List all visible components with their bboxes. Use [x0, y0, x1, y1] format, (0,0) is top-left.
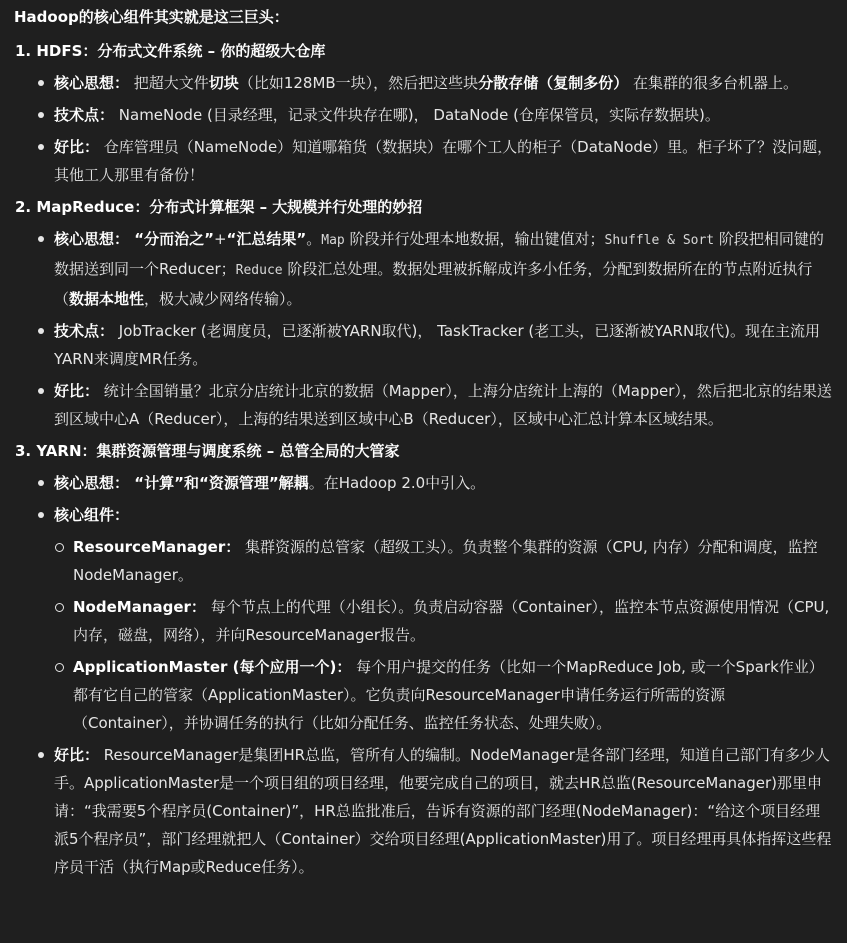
- list-item: [37, 741, 833, 881]
- emphasis: “汇总结果”: [226, 230, 307, 248]
- list-item: [37, 377, 833, 433]
- section-title-hdfs: [14, 37, 833, 65]
- item-label: NodeManager：: [73, 598, 206, 616]
- emphasis: “计算”和“资源管理”解耦: [129, 474, 309, 492]
- item-text: 把超大文件: [129, 74, 209, 92]
- section-list-yarn: [14, 469, 833, 881]
- item-text: （比如128MB一块），然后把这些块: [238, 74, 479, 92]
- item-label: 好比：: [54, 138, 100, 156]
- intro-heading: Hadoop的核心组件其实就是这三巨头：: [14, 8, 289, 26]
- emphasis: “分而治之”: [129, 230, 214, 248]
- section-list-mapreduce: [14, 225, 833, 433]
- section-number: 1. HDFS: [15, 42, 83, 60]
- emphasis: 数据本地性: [69, 290, 145, 308]
- inline-code: Shuffle & Sort: [604, 233, 715, 248]
- item-label: 好比：: [54, 382, 100, 400]
- list-item: [37, 469, 833, 497]
- list-item: [37, 317, 833, 373]
- section-title-mapreduce: [14, 193, 833, 221]
- section-number: 3. YARN: [15, 442, 82, 460]
- item-text: ResourceManager是集团HR总监，管所有人的编制。NodeManager是各部门经理，知道自己部门有多少人手。ApplicationMaster是一个项目组的项目经理，他要完成自己的项目，就去HR总监(ResourceManager)那里申请：“我需要5个程序员(Container)”，HR总监批准后，告诉有资源的部门经理(NodeManager)：“给这个项目经理派5个程序员”，部门经理就把人（Container）交给项目经理(ApplicationMaster)用了。项目经理再具体指挥这些程序员干活（执行Map或Reduce任务）。: [54, 746, 832, 876]
- item-text: NameNode (目录经理，记录文件块存在哪)， DataNode (仓库保管员，实际存数据块)。: [114, 106, 720, 124]
- item-text: 每个用户提交的任务（比如一个MapReduce Job, 或一个Spark作业）都有它自己的管家（ApplicationMaster）。它负责向ResourceManager申请任务运行所需的资源（Container），并协调任务的执行（比如分配任务、监控任务状态、处理失败）。: [73, 658, 824, 732]
- item-label: 好比：: [54, 746, 100, 764]
- section-title-text: ：分布式文件系统 – 你的超级大仓库: [82, 42, 326, 60]
- item-text: 在集群的很多台机器上。: [628, 74, 798, 92]
- sub-list-item: [56, 593, 833, 649]
- item-label: ResourceManager：: [73, 538, 241, 556]
- list-item: [37, 69, 833, 97]
- item-text: 。在Hadoop 2.0中引入。: [308, 474, 486, 492]
- section-title-text: ：集群资源管理与调度系统 – 总管全局的大管家: [81, 442, 400, 460]
- item-text: 。: [306, 230, 322, 248]
- section-number: 2. MapReduce: [15, 198, 135, 216]
- item-label: 核心思想：: [54, 74, 130, 92]
- item-text: JobTracker (老调度员，已逐渐被YARN取代)， TaskTracker (老工头，已逐渐被YARN取代)。现在主流用YARN来调度MR任务。: [54, 322, 821, 368]
- item-text: 集群资源的总管家（超级工头）。负责整个集群的资源（CPU, 内存）分配和调度，监控NodeManager。: [73, 538, 818, 584]
- list-item: [37, 501, 833, 737]
- item-label: 核心思想：: [54, 474, 130, 492]
- item-text: ，极大减少网络传输）。: [144, 290, 302, 308]
- emphasis: 切块: [208, 74, 239, 92]
- emphasis: 分散存储（复制多份）: [478, 74, 629, 92]
- list-item: [37, 225, 833, 313]
- sub-list-item: [56, 533, 833, 589]
- inline-code: Reduce: [235, 263, 283, 278]
- inline-code: Map: [321, 233, 345, 248]
- item-text: +: [213, 230, 227, 248]
- sub-list-item: [56, 653, 833, 737]
- item-label: 技术点：: [54, 106, 115, 124]
- item-text: 仓库管理员（NameNode）知道哪箱货（数据块）在哪个工人的柜子（DataNode）里。柜子坏了？没问题，其他工人那里有备份！: [54, 138, 833, 184]
- item-text: 阶段把相同键的数据送到同一个Reducer；: [54, 230, 824, 278]
- section-title-yarn: [14, 437, 833, 465]
- list-item: [37, 101, 833, 129]
- item-text: 阶段并行处理本地数据，输出键值对；: [344, 230, 605, 248]
- item-label: 核心组件：: [54, 506, 130, 524]
- item-text: 统计全国销量？北京分店统计北京的数据（Mapper），上海分店统计上海的（Mapper），然后把北京的结果送到区域中心A（Reducer），上海的结果送到区域中心B（Reducer），区域中心汇总计算本区域结果。: [54, 382, 832, 428]
- section-title-text: ：分布式计算框架 – 大规模并行处理的妙招: [134, 198, 423, 216]
- item-text: 每个节点上的代理（小组长）。负责启动容器（Container），监控本节点资源使用情况（CPU, 内存，磁盘，网络），并向ResourceManager报告。: [73, 598, 830, 644]
- item-text: 阶段汇总处理。数据处理被拆解成许多小任务，分配到数据所在的节点附近执行（: [54, 260, 813, 308]
- list-item: [37, 133, 833, 189]
- item-label: 核心思想：: [54, 230, 130, 248]
- section-list-hdfs: [14, 69, 833, 189]
- item-label: 技术点：: [54, 322, 115, 340]
- item-label: ApplicationMaster (每个应用一个)：: [73, 658, 352, 676]
- sub-list-components: [54, 533, 833, 737]
